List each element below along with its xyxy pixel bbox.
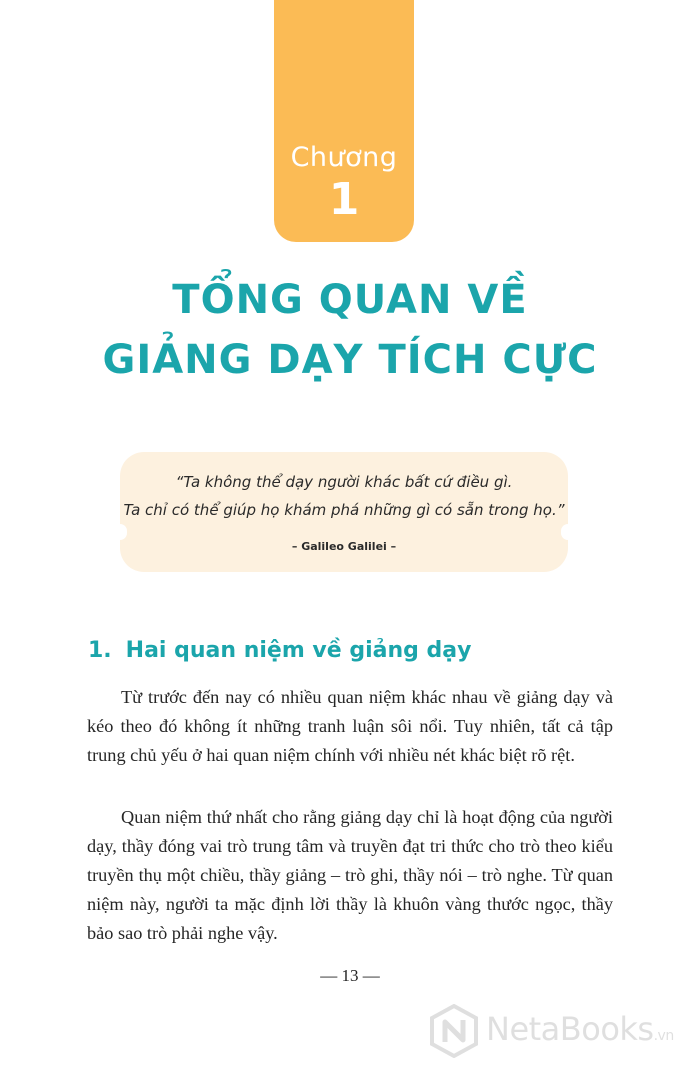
- body-paragraph-1: [87, 683, 613, 770]
- paragraph-text: Từ trước đến nay có nhiều quan niệm khác nhau về giảng dạy và kéo theo đó không ít những tranh luận sôi nổi. Tuy nhiên, tất cả tập trung chủ yếu ở hai quan niệm chính với nhiều nét khác biệt rõ rệt.: [87, 687, 613, 765]
- netabooks-logo-icon: [430, 1004, 478, 1058]
- quote-box-notch-right: [561, 524, 575, 540]
- chapter-tab: [274, 0, 414, 242]
- quote-box-top: [120, 452, 568, 532]
- chapter-number: 1: [328, 174, 360, 225]
- section-heading: [88, 638, 471, 663]
- watermark-suffix: .vn: [653, 1028, 674, 1044]
- chapter-label: Chương: [290, 142, 398, 173]
- quote-text-line-1: “Ta không thể dạy người khác bất cứ điều gì.: [175, 473, 513, 491]
- chapter-title-line-1: TỔNG QUAN VỀ: [172, 277, 528, 323]
- quote-text-line-2: Ta chỉ có thể giúp họ khám phá những gì có sẵn trong họ.”: [123, 501, 565, 519]
- body-paragraph-2: [87, 803, 613, 948]
- paragraph-text: Quan niệm thứ nhất cho rằng giảng dạy chỉ là hoạt động của người dạy, thầy đóng vai trò trung tâm và truyền đạt tri thức cho trò theo kiểu truyền thụ một chiều, thầy giảng – trò ghi, thầy nói – trò nghe. Từ quan niệm này, người ta mặc định lời thầy là khuôn vàng thước ngọc, thầy bảo sao trò phải nghe vậy.: [87, 807, 613, 943]
- watermark: [430, 1004, 692, 1060]
- quote-author: – Galileo Galilei –: [291, 540, 397, 553]
- quote-box-notch-left: [113, 524, 127, 540]
- watermark-brand: NetaBooks: [486, 1010, 654, 1048]
- section-title: Hai quan niệm về giảng dạy: [125, 638, 472, 663]
- section-number: 1.: [88, 638, 112, 663]
- chapter-title-line-2: GIẢNG DẠY TÍCH CỰC: [102, 337, 598, 383]
- page-number: — 13 —: [320, 966, 380, 985]
- watermark-text: [486, 1010, 674, 1048]
- quote-box: [120, 452, 568, 572]
